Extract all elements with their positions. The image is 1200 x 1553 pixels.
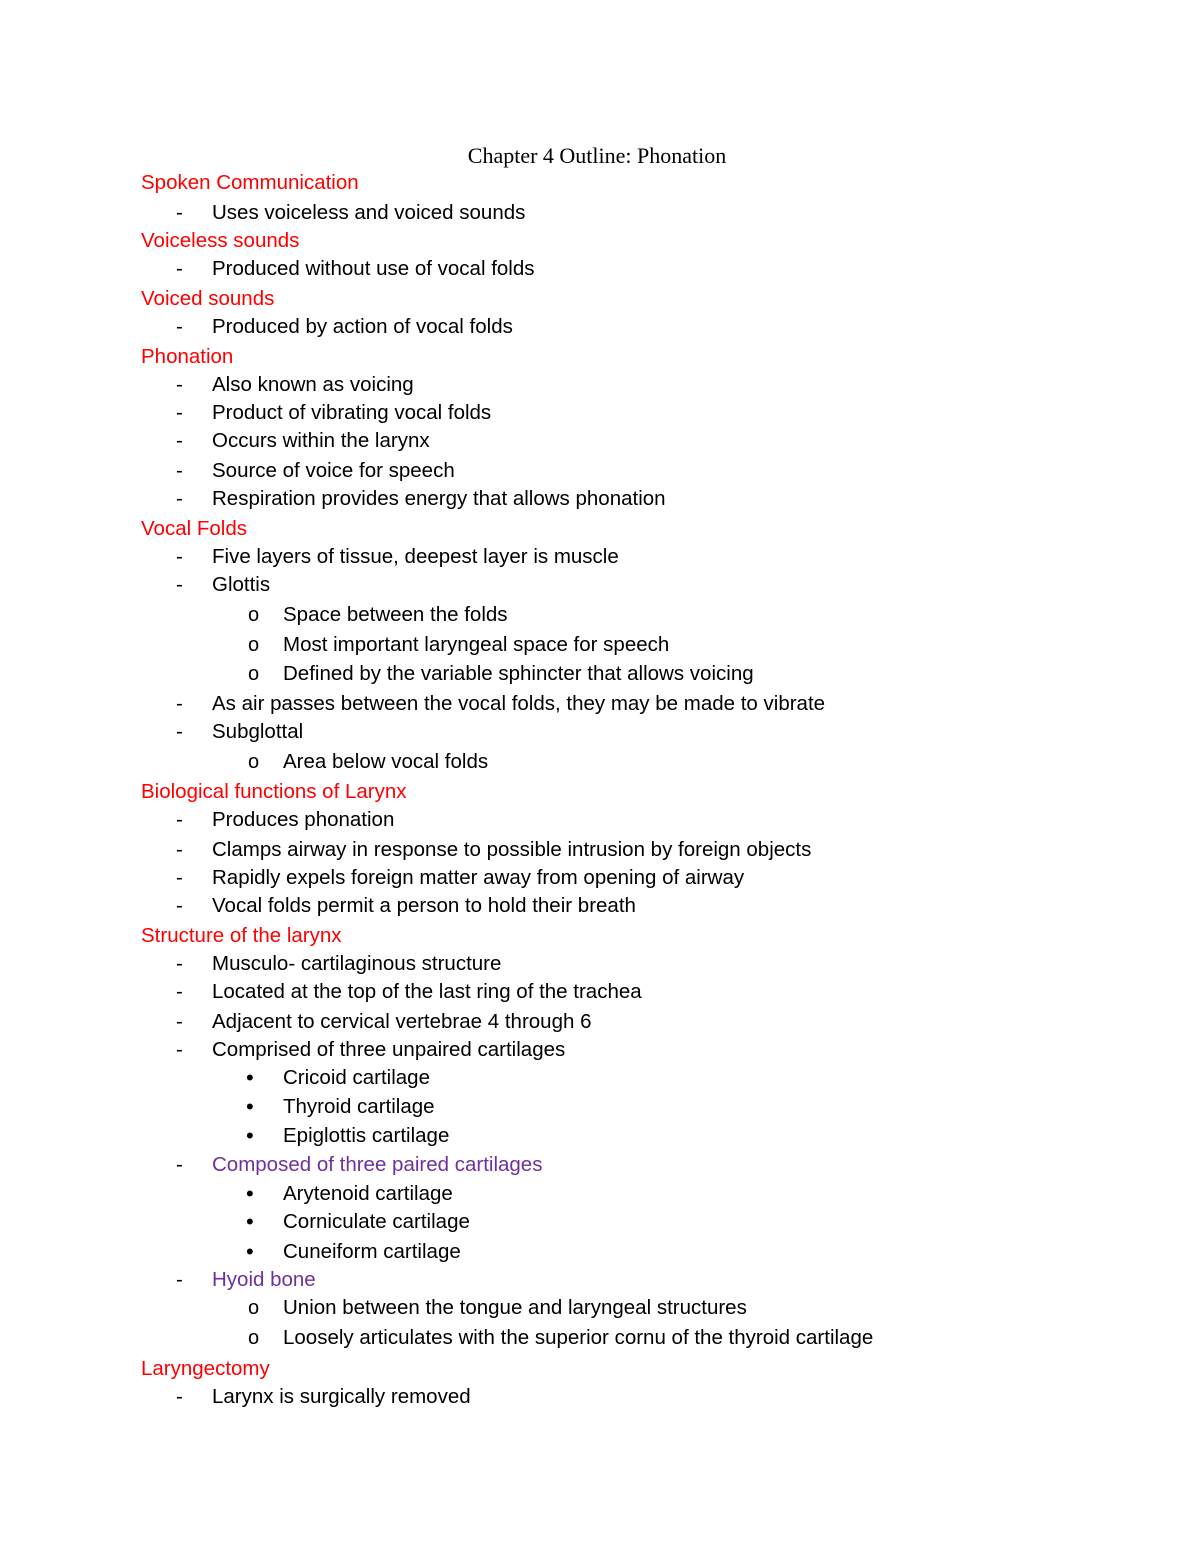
list-item-text: Rapidly expels foreign matter away from opening of airway (212, 866, 745, 889)
sub-item-text: Most important laryngeal space for speech (283, 633, 670, 656)
sub-list-item (0, 1093, 1200, 1121)
dash-marker: - (176, 373, 183, 396)
circle-bullet-icon: o (248, 634, 260, 656)
sub-list-item (0, 1238, 1200, 1266)
sub-item-text: Epiglottis cartilage (283, 1124, 450, 1147)
dash-marker: - (176, 808, 183, 831)
disc-bullet-icon: • (246, 1209, 254, 1234)
list-item-text: Composed of three paired cartilages (212, 1153, 543, 1176)
sub-item-text: Union between the tongue and laryngeal structures (283, 1296, 747, 1319)
dash-marker: - (176, 866, 183, 889)
list-item (0, 1266, 1200, 1294)
disc-bullet-icon: • (246, 1065, 254, 1090)
sub-item-text: Cricoid cartilage (283, 1066, 430, 1089)
sub-list-item (0, 1294, 1200, 1322)
list-item (0, 1008, 1200, 1036)
circle-bullet-icon: o (248, 751, 260, 773)
list-item-text: Adjacent to cervical vertebrae 4 through 6 (212, 1010, 592, 1033)
dash-marker: - (176, 545, 183, 568)
sub-list-item (0, 1208, 1200, 1236)
list-item-text: Vocal folds permit a person to hold their breath (212, 894, 636, 917)
list-item (0, 571, 1200, 599)
section-heading: Laryngectomy (141, 1357, 270, 1380)
dash-marker: - (176, 1268, 183, 1291)
list-item (0, 1151, 1200, 1179)
list-item-text: Produces phonation (212, 808, 395, 831)
sub-item-text: Arytenoid cartilage (283, 1182, 453, 1205)
dash-marker: - (176, 429, 183, 452)
list-item-text: Larynx is surgically removed (212, 1385, 471, 1408)
section-heading: Voiced sounds (141, 287, 275, 310)
circle-bullet-icon: o (248, 604, 260, 626)
list-item-text: Also known as voicing (212, 373, 414, 396)
dash-marker: - (176, 1038, 183, 1061)
list-item (0, 457, 1200, 485)
section-heading: Spoken Communication (141, 171, 359, 194)
list-item (0, 836, 1200, 864)
sub-item-text: Defined by the variable sphincter that allows voicing (283, 662, 754, 685)
list-item (0, 485, 1200, 513)
dash-marker: - (176, 487, 183, 510)
list-item-text: Uses voiceless and voiced sounds (212, 201, 526, 224)
section-heading: Phonation (141, 345, 234, 368)
dash-marker: - (176, 257, 183, 280)
sub-list-item (0, 1324, 1200, 1352)
dash-marker: - (176, 894, 183, 917)
sub-item-text: Area below vocal folds (283, 750, 489, 773)
circle-bullet-icon: o (248, 1327, 260, 1349)
dash-marker: - (176, 459, 183, 482)
list-item-text: Comprised of three unpaired cartilages (212, 1038, 566, 1061)
section-heading: Biological functions of Larynx (141, 780, 407, 803)
document-title: Chapter 4 Outline: Phonation (467, 143, 727, 168)
list-item (0, 718, 1200, 746)
list-item-text: As air passes between the vocal folds, they may be made to vibrate (212, 692, 826, 715)
list-item-text: Located at the top of the last ring of the trachea (212, 980, 642, 1003)
section-heading: Voiceless sounds (141, 229, 300, 252)
list-item (0, 543, 1200, 571)
sub-item-text: Cuneiform cartilage (283, 1240, 461, 1263)
sub-list-item (0, 1064, 1200, 1092)
section-heading: Structure of the larynx (141, 924, 342, 947)
sub-item-text: Space between the folds (283, 603, 508, 626)
list-item (0, 399, 1200, 427)
section-heading: Vocal Folds (141, 517, 247, 540)
list-item-text: Musculo- cartilaginous structure (212, 952, 502, 975)
list-item-text: Hyoid bone (212, 1268, 316, 1291)
list-item (0, 864, 1200, 892)
dash-marker: - (176, 838, 183, 861)
list-item-text: Produced by action of vocal folds (212, 315, 513, 338)
list-item-text: Clamps airway in response to possible intrusion by foreign objects (212, 838, 812, 861)
dash-marker: - (176, 315, 183, 338)
list-item-text: Occurs within the larynx (212, 429, 430, 452)
dash-marker: - (176, 201, 183, 224)
list-item (0, 690, 1200, 718)
circle-bullet-icon: o (248, 663, 260, 685)
list-item (0, 1036, 1200, 1064)
list-item-text: Respiration provides energy that allows phonation (212, 487, 666, 510)
disc-bullet-icon: • (246, 1239, 254, 1264)
list-item-text: Product of vibrating vocal folds (212, 401, 492, 424)
dash-marker: - (176, 980, 183, 1003)
sub-list-item (0, 601, 1200, 629)
list-item (0, 892, 1200, 920)
dash-marker: - (176, 1153, 183, 1176)
dash-marker: - (176, 692, 183, 715)
list-item-text: Produced without use of vocal folds (212, 257, 535, 280)
dash-marker: - (176, 401, 183, 424)
list-item (0, 806, 1200, 834)
sub-list-item (0, 1180, 1200, 1208)
list-item (0, 313, 1200, 341)
list-item (0, 255, 1200, 283)
disc-bullet-icon: • (246, 1123, 254, 1148)
sub-item-text: Thyroid cartilage (283, 1095, 435, 1118)
sub-list-item (0, 748, 1200, 776)
dash-marker: - (176, 573, 183, 596)
sub-list-item (0, 660, 1200, 688)
list-item (0, 199, 1200, 227)
list-item (0, 1383, 1200, 1411)
list-item (0, 371, 1200, 399)
list-item-text: Glottis (212, 573, 271, 596)
sub-list-item (0, 1122, 1200, 1150)
disc-bullet-icon: • (246, 1094, 254, 1119)
sub-list-item (0, 631, 1200, 659)
sub-item-text: Corniculate cartilage (283, 1210, 470, 1233)
list-item-text: Five layers of tissue, deepest layer is muscle (212, 545, 619, 568)
list-item (0, 427, 1200, 455)
list-item-text: Subglottal (212, 720, 304, 743)
list-item (0, 978, 1200, 1006)
dash-marker: - (176, 720, 183, 743)
list-item-text: Source of voice for speech (212, 459, 455, 482)
dash-marker: - (176, 1010, 183, 1033)
disc-bullet-icon: • (246, 1181, 254, 1206)
list-item (0, 950, 1200, 978)
dash-marker: - (176, 1385, 183, 1408)
dash-marker: - (176, 952, 183, 975)
sub-item-text: Loosely articulates with the superior cornu of the thyroid cartilage (283, 1326, 874, 1349)
circle-bullet-icon: o (248, 1297, 260, 1319)
